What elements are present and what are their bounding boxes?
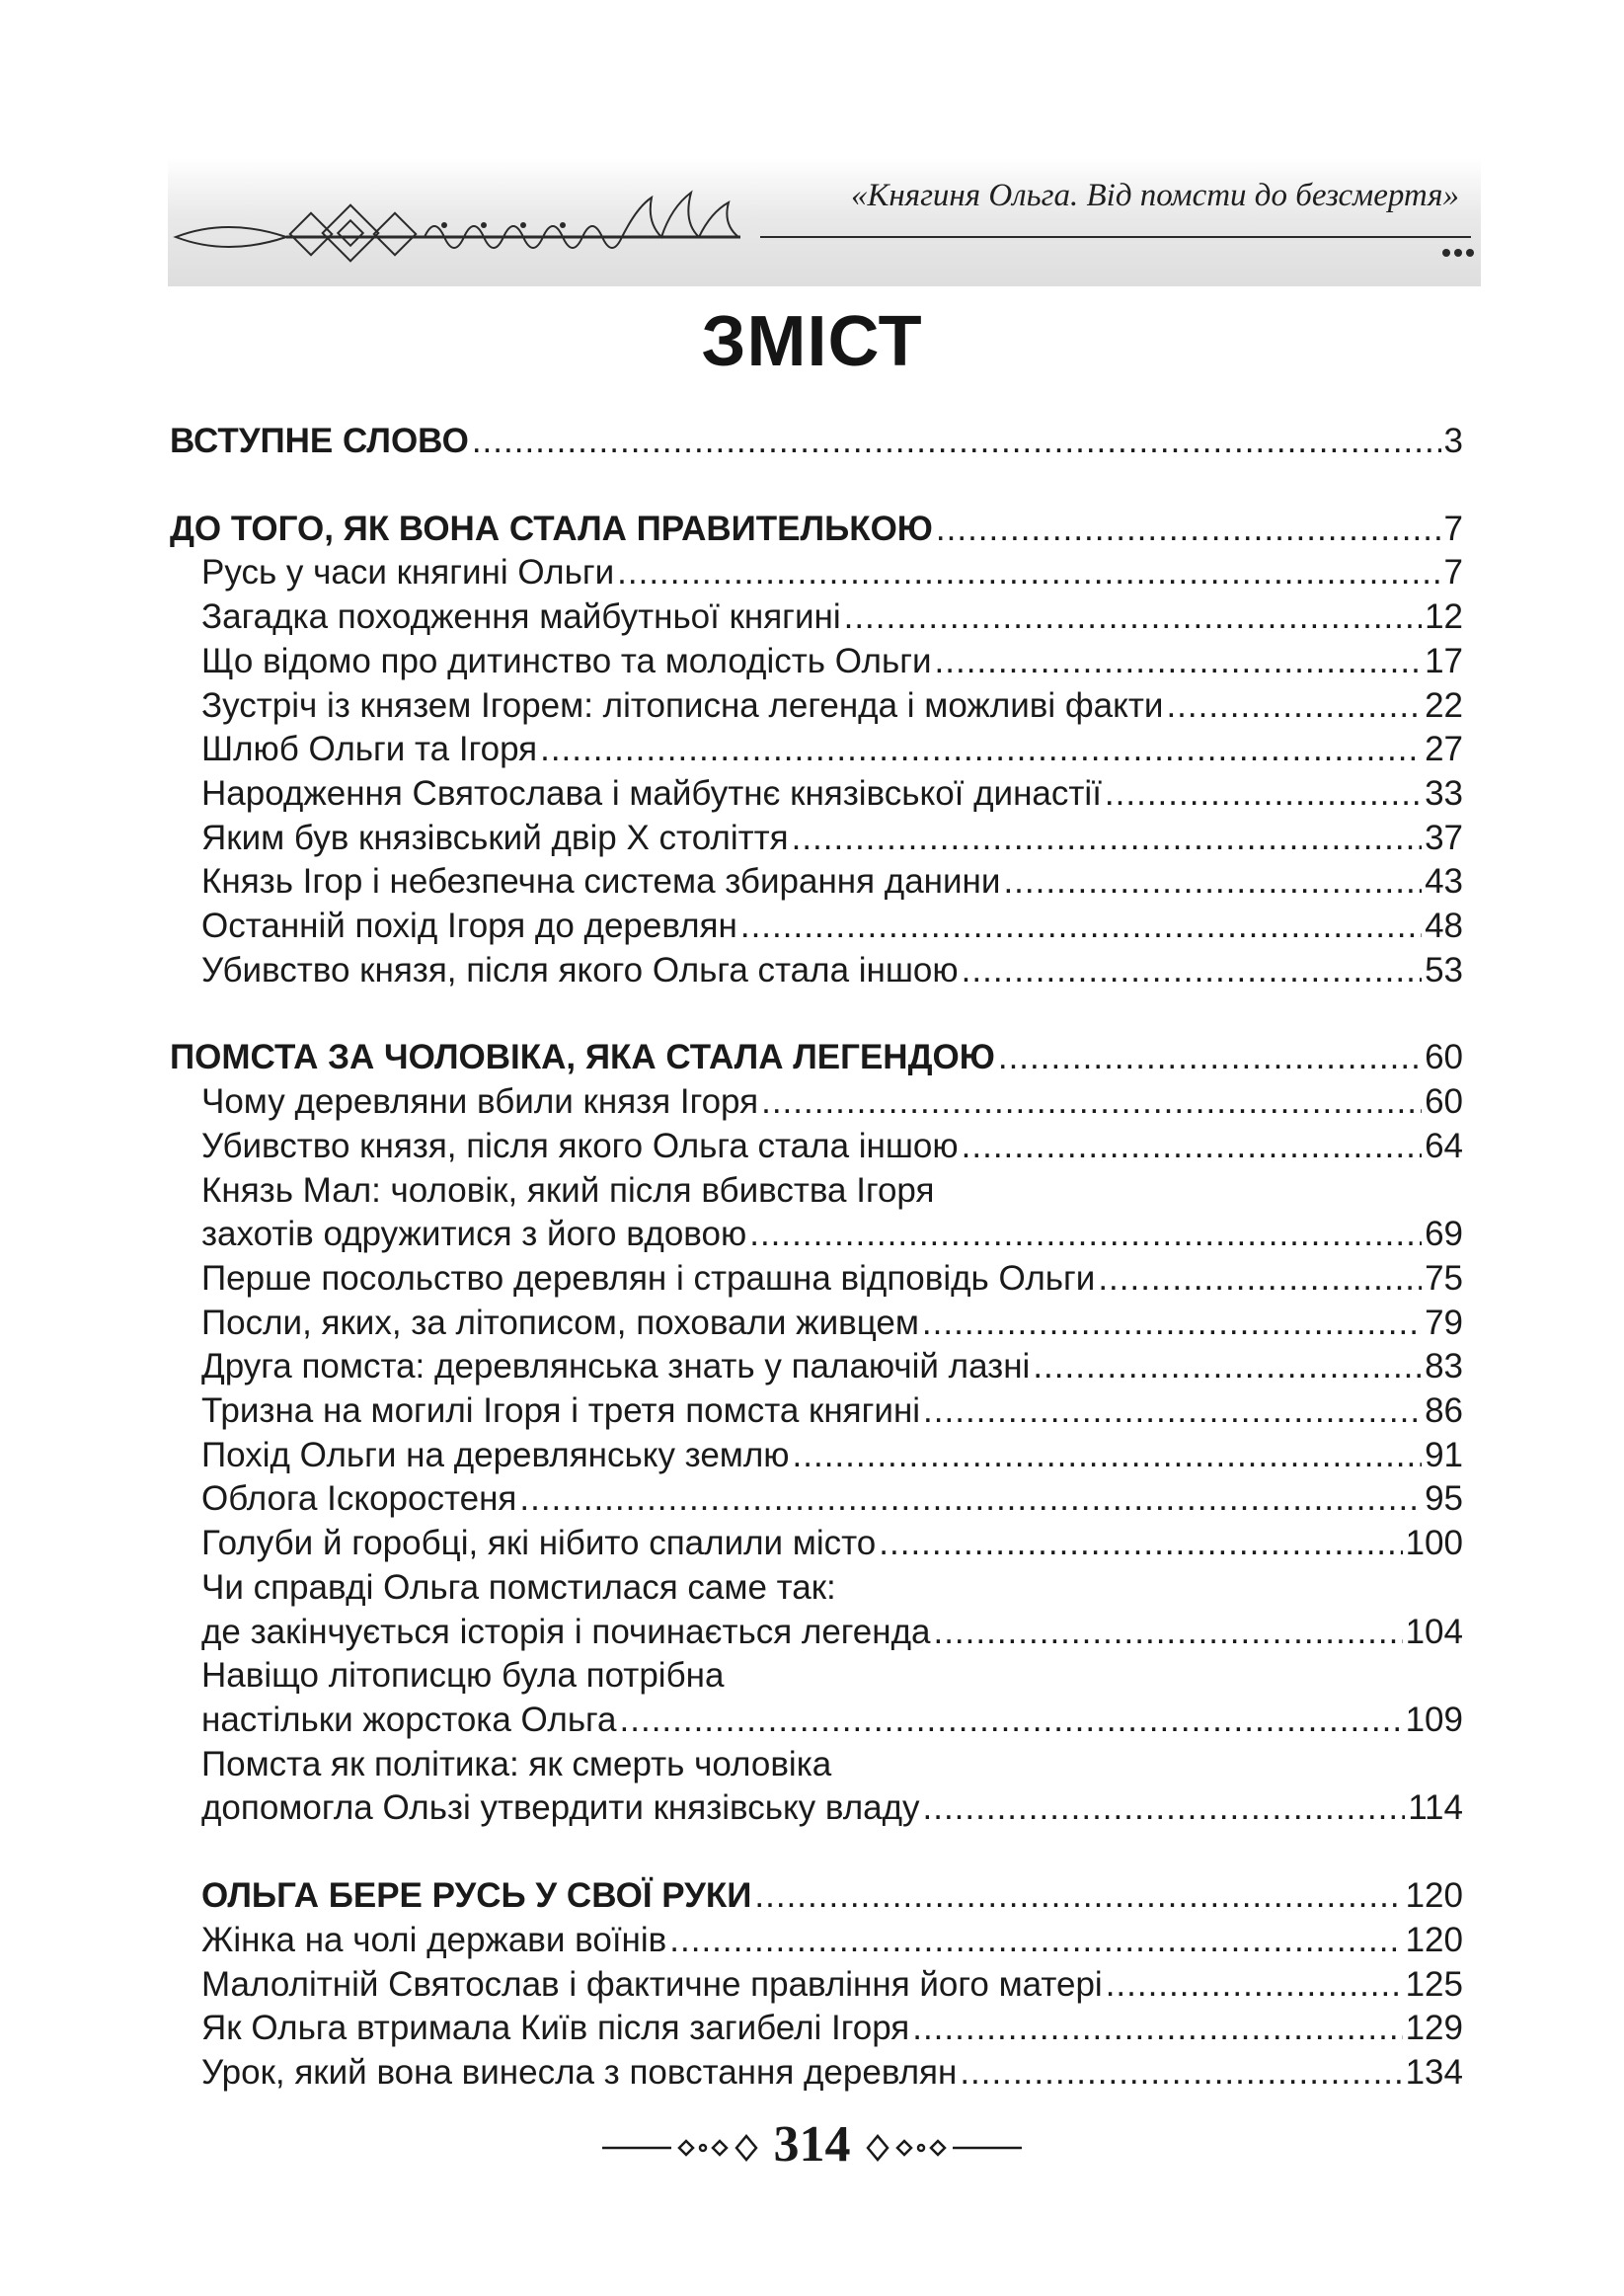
- toc-entry[interactable]: [170, 1919, 1463, 1963]
- toc-entry-title: Яким був князівський двір Х століття: [201, 818, 789, 857]
- toc-entry-title: Чому деревляни вбили князя Ігоря: [201, 1082, 759, 1122]
- leader-dots: [962, 949, 1422, 993]
- toc-entry-title: Похід Ольги на деревлянську землю: [201, 1435, 790, 1474]
- leader-dots: [1166, 684, 1422, 729]
- toc-entry-title: Русь у часи княгині Ольги: [201, 553, 615, 593]
- toc-entry[interactable]: [170, 1963, 1463, 2008]
- toc-entry-title: Як Ольга втримала Київ після загибелі Ігоря: [201, 2009, 910, 2048]
- toc-page-number: 22: [1425, 685, 1463, 725]
- toc-page-number: 114: [1408, 1788, 1463, 1828]
- toc-section: [170, 508, 1463, 993]
- toc-entry[interactable]: [170, 1477, 1463, 1522]
- toc-entry[interactable]: [170, 640, 1463, 684]
- leader-dots: [540, 728, 1422, 772]
- toc-section-heading[interactable]: [170, 1874, 1463, 1919]
- toc-entry[interactable]: [170, 1213, 1463, 1257]
- page-number: 314: [773, 2116, 851, 2173]
- toc-page-number: 43: [1425, 862, 1463, 902]
- toc-page-number: 7: [1443, 509, 1463, 548]
- toc-entry[interactable]: [170, 1345, 1463, 1389]
- toc-section: [170, 420, 1463, 464]
- toc-page-number: 64: [1425, 1126, 1463, 1165]
- toc-entry-title: де закінчується історія і починається легенда: [201, 1612, 931, 1651]
- toc-page-number: 79: [1425, 1303, 1463, 1342]
- toc-entry[interactable]: [170, 684, 1463, 729]
- leader-dots: [749, 1213, 1422, 1257]
- toc-entry[interactable]: [170, 551, 1463, 595]
- leader-dots: [754, 1874, 1402, 1919]
- toc-entry[interactable]: [170, 2051, 1463, 2096]
- leader-dots: [912, 2007, 1402, 2051]
- leader-dots: [761, 1080, 1422, 1125]
- leader-dots: [617, 551, 1440, 595]
- toc-entry-title: Друга помста: деревлянська знать у палаючій лазні: [201, 1347, 1031, 1386]
- toc-page-number: 129: [1405, 2009, 1463, 2048]
- toc-page-number: 37: [1425, 818, 1463, 857]
- leader-dots: [923, 1389, 1422, 1434]
- leader-dots: [960, 2051, 1402, 2096]
- toc-page-number: 95: [1425, 1479, 1463, 1519]
- toc-entry-title: Зустріч із князем Ігорем: літописна легенда і можливі факти: [201, 685, 1164, 725]
- toc-entry[interactable]: [170, 728, 1463, 772]
- toc-page-number: 86: [1425, 1391, 1463, 1431]
- toc-entry[interactable]: [170, 905, 1463, 949]
- toc-entry-title: Останній похід Ігоря до деревлян: [201, 907, 737, 946]
- toc-page-number: 3: [1443, 422, 1463, 460]
- leader-dots: [1098, 1257, 1422, 1302]
- toc-entry-title: Облога Іскоростеня: [201, 1479, 517, 1519]
- leader-dots: [936, 508, 1441, 552]
- toc-page-number: 69: [1425, 1215, 1463, 1254]
- toc-page-number: 75: [1425, 1258, 1463, 1298]
- leader-dots: [1106, 1963, 1403, 2008]
- toc-entry[interactable]: [170, 949, 1463, 993]
- toc-entry-first-line[interactable]: Чи справді Ольга помстилася саме так:: [201, 1567, 836, 1607]
- toc-entry[interactable]: [170, 2007, 1463, 2051]
- leader-dots: [519, 1477, 1422, 1522]
- toc-section-heading[interactable]: [170, 420, 1463, 464]
- toc-entry-first-line[interactable]: Помста як політика: як смерть чоловіка: [201, 1744, 832, 1783]
- table-of-contents: [170, 420, 1463, 2139]
- toc-entry-title: Загадка походження майбутньої княгині: [201, 597, 841, 637]
- toc-entry-title: Перше посольство деревлян і страшна відповідь Ольги: [201, 1258, 1096, 1298]
- page-footer: [0, 2118, 1624, 2177]
- toc-page-number: 17: [1425, 641, 1463, 680]
- toc-page-number: 83: [1425, 1347, 1463, 1386]
- leader-dots: [933, 1611, 1402, 1655]
- toc-entry[interactable]: [170, 595, 1463, 640]
- toc-entry[interactable]: [170, 1786, 1463, 1831]
- toc-entry[interactable]: [170, 1699, 1463, 1743]
- toc-section-heading[interactable]: [170, 1036, 1463, 1080]
- toc-entry-first-line[interactable]: Навіщо літописцю була потрібна: [201, 1656, 725, 1696]
- toc-entry-title: захотів одружитися з його вдовою: [201, 1215, 747, 1254]
- leader-dots: [669, 1919, 1402, 1963]
- leader-dots: [1105, 772, 1422, 817]
- toc-page-number: 109: [1405, 1700, 1463, 1739]
- toc-entry-title: Шлюб Ольги та Ігоря: [201, 730, 538, 769]
- toc-entry[interactable]: [170, 1302, 1463, 1346]
- toc-entry-title: настільки жорстока Ольга: [201, 1700, 617, 1739]
- toc-entry[interactable]: [170, 1125, 1463, 1169]
- leader-dots: [879, 1522, 1402, 1566]
- leader-dots: [1003, 860, 1422, 905]
- toc-page-number: 104: [1405, 1612, 1463, 1651]
- toc-entry[interactable]: [170, 1389, 1463, 1434]
- leader-dots: [923, 1786, 1406, 1831]
- leader-dots: [793, 1434, 1423, 1478]
- toc-entry-title: Малолітній Святослав і фактичне правління його матері: [201, 1964, 1103, 2004]
- leader-dots: [922, 1302, 1422, 1346]
- toc-page-number: 48: [1425, 907, 1463, 946]
- running-title: «Княгиня Ольга. Від помсти до безсмертя»: [850, 178, 1459, 213]
- toc-entry-title: Убивство князя, після якого Ольга стала іншою: [201, 950, 959, 990]
- toc-page-number: 91: [1425, 1435, 1463, 1474]
- toc-page-number: 12: [1425, 597, 1463, 637]
- leader-dots: [1033, 1345, 1422, 1389]
- toc-entry-title: Голуби й горобці, які нібито спалили місто: [201, 1524, 877, 1563]
- toc-page-number: 120: [1405, 1876, 1463, 1916]
- toc-entry-title: Тризна на могилі Ігоря і третя помста княгині: [201, 1391, 921, 1431]
- toc-page-number: 125: [1405, 1964, 1463, 2004]
- toc-section: [170, 1036, 1463, 1831]
- toc-entry-title: Убивство князя, після якого Ольга стала іншою: [201, 1126, 959, 1165]
- toc-page-number: 53: [1425, 950, 1463, 990]
- toc-heading-title: ВСТУПНЕ СЛОВО: [170, 422, 469, 460]
- toc-heading-title: ОЛЬГА БЕРЕ РУСЬ У СВОЇ РУКИ: [201, 1876, 752, 1916]
- toc-page-number: 33: [1425, 773, 1463, 813]
- toc-entry-title: Урок, який вона винесла з повстання деревлян: [201, 2052, 958, 2092]
- toc-page-number: 120: [1405, 1920, 1463, 1959]
- leader-dots: [962, 1125, 1422, 1169]
- leader-dots: [472, 420, 1441, 464]
- toc-entry[interactable]: [170, 860, 1463, 905]
- toc-entry-first-line[interactable]: Князь Мал: чоловік, який після вбивства Ігоря: [201, 1170, 935, 1210]
- toc-entry-title: допомогла Ользі утвердити князівську владу: [201, 1788, 920, 1828]
- toc-page-number: 134: [1405, 2052, 1463, 2092]
- leader-dots: [792, 817, 1422, 861]
- toc-entry-title: Посли, яких, за літописом, поховали живцем: [201, 1303, 919, 1342]
- toc-entry-title: Князь Ігор і небезпечна система збирання данини: [201, 862, 1001, 902]
- leader-dots: [998, 1036, 1422, 1080]
- leader-dots: [740, 905, 1422, 949]
- page-title: ЗМІСТ: [701, 302, 923, 381]
- toc-entry[interactable]: [170, 1611, 1463, 1655]
- toc-entry[interactable]: [170, 1522, 1463, 1566]
- toc-page-number: 27: [1425, 730, 1463, 769]
- toc-page-number: 60: [1425, 1038, 1463, 1077]
- leader-dots: [620, 1699, 1403, 1743]
- toc-heading-title: ПОМСТА ЗА ЧОЛОВІКА, ЯКА СТАЛА ЛЕГЕНДОЮ: [170, 1038, 995, 1077]
- toc-entry[interactable]: [170, 772, 1463, 817]
- toc-entry[interactable]: [170, 1257, 1463, 1302]
- leader-dots: [844, 595, 1422, 640]
- toc-page-number: 7: [1443, 553, 1463, 593]
- toc-entry-title: Народження Святослава і майбутнє князівської династії: [201, 773, 1102, 813]
- toc-entry-title: Жінка на чолі держави воїнів: [201, 1920, 667, 1959]
- leader-dots: [935, 640, 1423, 684]
- toc-entry[interactable]: [170, 1434, 1463, 1478]
- toc-page-number: 60: [1425, 1082, 1463, 1122]
- toc-entry-title: Що відомо про дитинство та молодість Ольги: [201, 641, 932, 680]
- toc-section-heading[interactable]: [170, 508, 1463, 552]
- toc-section: [170, 1874, 1463, 2096]
- toc-page-number: 100: [1405, 1524, 1463, 1563]
- running-header: [168, 158, 1481, 286]
- toc-heading-title: ДО ТОГО, ЯК ВОНА СТАЛА ПРАВИТЕЛЬКОЮ: [170, 509, 933, 548]
- toc-entry[interactable]: [170, 817, 1463, 861]
- toc-entry[interactable]: [170, 1080, 1463, 1125]
